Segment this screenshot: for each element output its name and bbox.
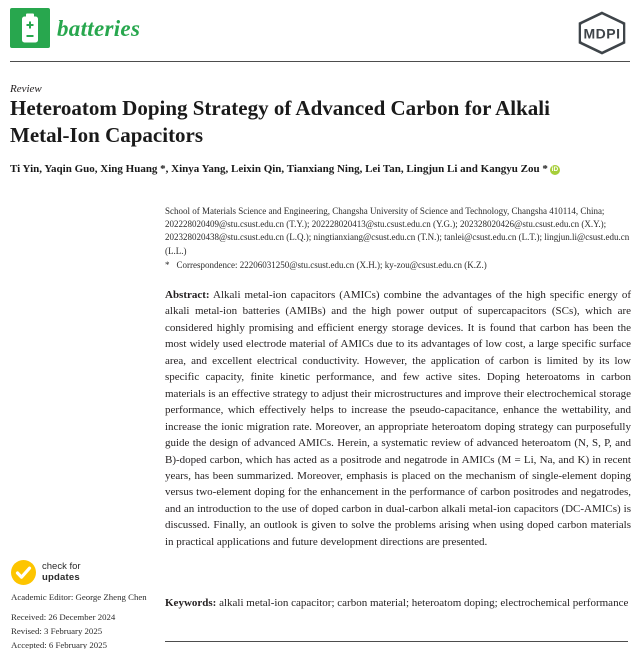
received-date-line: Received: 26 December 2024 [11, 612, 116, 622]
page-title: Heteroatom Doping Strategy of Advanced Carbon for Alkali Metal-Ion Capacitors [10, 96, 550, 147]
keywords-divider [165, 641, 628, 642]
correspondence-text: Correspondence: 22206031250@stu.csust.edu.cn (X.H.); ky-zou@csust.edu.cn (K.Z.) [176, 259, 487, 270]
abstract-paragraph [165, 287, 631, 550]
journal-name: batteries [57, 16, 141, 41]
keywords-paragraph [165, 595, 631, 611]
battery-icon [10, 8, 50, 48]
authors-text: Ti Yin, Yaqin Guo, Xing Huang *, Xinya Yang, Leixin Qin, Tianxiang Ning, Lei Tan, Lingjun Li and Kangyu Zou * [10, 163, 548, 175]
check-icon [11, 560, 36, 585]
badge-line2: updates [42, 571, 80, 583]
check-for-updates-label [42, 562, 81, 583]
orcid-icon[interactable]: iD [551, 166, 559, 173]
badge-line1: check for [42, 561, 81, 572]
article-type-label: Review [10, 83, 42, 95]
affiliation-block [165, 205, 631, 272]
revised-date-line: Revised: 3 February 2025 [11, 626, 103, 636]
correspondence-marker: * [165, 259, 170, 270]
batteries-journal-logo-icon[interactable] [10, 8, 50, 48]
mdpi-logo-text: MDPI [583, 25, 621, 42]
keywords-text: alkali metal-ion capacitor; carbon material; heteroatom doping; electrochemical performance [219, 597, 629, 609]
check-for-updates-badge[interactable] [11, 560, 81, 585]
affiliation-text: School of Materials Science and Engineering, Changsha University of Science and Technology, Changsha 410114, China; 202228020409@stu.csust.edu.cn (T.Y.); 202228020413@stu.csust.edu.cn (Y.G.); 202328020426@stu.csust.edu.cn (X.Y.); 202328020438@stu.csust.edu.cn (L.Q.); ningtianxiang@csust.edu.cn (T.N.); tanlei@csust.edu.cn (L.T.); lingjun.li@csust.edu.cn (L.L.) [165, 206, 630, 256]
academic-editor-line: Academic Editor: George Zheng Chen [11, 592, 147, 602]
header-divider [10, 61, 630, 62]
mdpi-logo[interactable] [574, 11, 630, 55]
abstract-label: Abstract: [165, 289, 210, 301]
correspondence-line [165, 259, 631, 272]
abstract-text: Alkali metal-ion capacitors (AMICs) combine the advantages of the high specific energy of alkali metal-ion batteries (AMIBs) and the high power output of supercapacitors (SCs), which are considered highly promising and efficient energy storage devices. It is found that carbon has been the most widely used electrode material of AMICs due to its advantages of low cost, a large specific surface area, and excellent electrical conductivity. However, the application of carbon is limited by its low specific capacity, finite kinetic performance, and few active sites. Doping heteroatoms in carbon materials is an effective strategy to adjust their microstructures and improve their electrochemical storage performance, which effectively helps to increase the pseudo-capacitance, enhance the wettability, and increase the ionic migration rate. Moreover, an appropriate heteroatom doping strategy can purposefully guide the design of advanced AMICs. Herein, a systematic review of advanced heteroatom (N, S, P, and B)-doped carbon, which has acted as a positrode and negatrode in AMICs (M = Li, Na, and K) in recent years, has been summarized. Moreover, emphasis is placed on the mechanism of single-element doping versus two-element doping for the enhancement in the performance of carbon positrodes and negatrodes, and an introduction to the use of doped carbon in dual-carbon alkali metal-ion capacitors (DC-AMICs) is discussed. Finally, an outlook is given to solve the problems arising when using doped carbon materials in practical applications and future development directions are presented. [165, 289, 631, 548]
accepted-date-line: Accepted: 6 February 2025 [11, 640, 108, 649]
keywords-label: Keywords: [165, 597, 217, 609]
authors-line [10, 163, 638, 175]
